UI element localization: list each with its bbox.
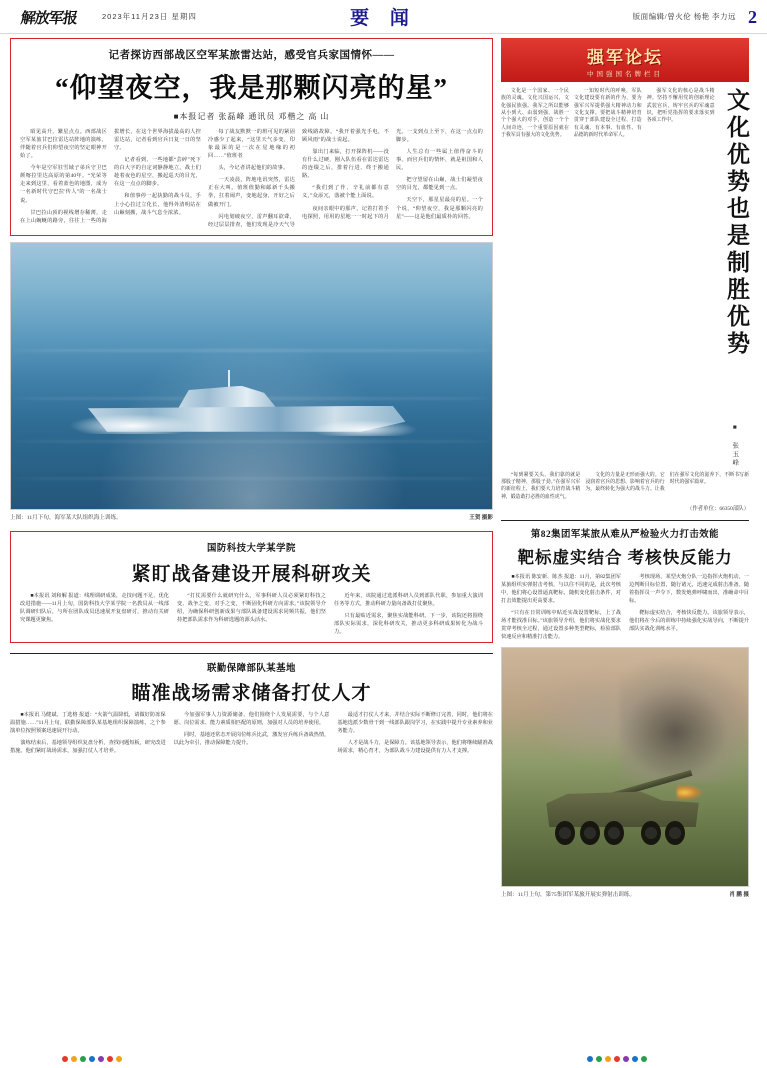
forum-paragraph: “每到紧要关头，我们靠的就是那股子精神、那股子劲。”在强军兴军的新征程上，我们要大力培育战斗精神，锻造敢打必胜的血性虎气。 xyxy=(501,472,581,500)
logistics-paragraph: 同时，基地还常态开展岗位练兵比武，激发官兵练兵备战热情，以此为牵引，推动保障能力提升。 xyxy=(173,732,330,747)
lead-paragraph: 把守望留在山巅，战士们凝望夜空的目光，都能见到一点。 xyxy=(396,177,483,192)
logistics-headline: 瞄准战场需求储备打仗人才 xyxy=(131,682,372,704)
ndu-paragraph: “打仗需要什么就研究什么，军事科研人员必须紧盯科技之变、战争之变、对手之变，不断固化科研方向需求。”该院领导介绍，为确保科研创新成果与部队战备建设需求同频共振，他们坚持把部队需求作为科研选题的源头活水。 xyxy=(177,592,326,623)
registration-dot xyxy=(116,1056,122,1062)
registration-dot xyxy=(623,1056,629,1062)
lead-paragraph: 夜间亲眼中的那声，记着打着手电探照，用用的星地一一时起下的月光。一支到点上至下，在这一点点的脚步。 xyxy=(302,129,483,220)
registration-dot xyxy=(632,1056,638,1062)
forum-footer-body xyxy=(501,472,749,501)
lead-article xyxy=(10,38,493,236)
lead-body xyxy=(20,128,483,229)
forum-body xyxy=(501,88,715,468)
lead-paragraph: 每了战友默默一的班可见的紧固冷感少了起来，“这里天气多变，印象最深的是一次在星地缘的初回……”值班者 xyxy=(208,129,295,160)
registration-dot xyxy=(71,1056,77,1062)
logistics-paragraph: 演练结束后，基地领导组织复盘分析，查找问题短板，研究改进措施。他们紧盯战场需求，加强打仗人才培养。 xyxy=(10,740,166,755)
forum-title-block xyxy=(721,88,749,468)
ndu-paragraph: 近年来，该院通过选派科研人员到部队代职、参加重大演训任务等方式，推动科研力量向备战打仗聚焦。 xyxy=(334,592,483,607)
forum-author: ■ 张玉峰 xyxy=(731,424,739,468)
masthead xyxy=(0,0,767,34)
editors-credit: 版面编辑/曾火伦 杨艳 李力远 xyxy=(632,12,736,21)
wheel xyxy=(641,821,661,845)
lead-paragraph: 昭见高升，繁星点点。西部战区空军某旅甘巴拉雷达站阵地的演练，伴随着官兵们仰望夜空的坚定眼神开始了。 xyxy=(20,129,107,160)
photo-credit: 肖 鹏 摄 xyxy=(729,892,749,899)
lead-byline: ■本报记者 张磊峰 通讯员 邓楷之 高 山 xyxy=(173,112,330,121)
forum-vertical-title: 文化优势也是制胜优势 xyxy=(724,88,749,358)
group-army-kicker: 第82集团军某旅从难从严检验火力打击效能 xyxy=(530,529,720,540)
lead-kicker: 记者探访西部战区空军某旅雷达站，感受官兵家国情怀—— xyxy=(108,50,395,61)
forum-banner-title: 强军论坛 xyxy=(587,48,663,67)
registration-dot xyxy=(614,1056,620,1062)
ship-mast xyxy=(228,370,230,388)
right-column xyxy=(501,38,749,900)
lead-paragraph: 记者看到，一些地都“芸碎”死下的白大字的自定词静静地立，战士们趁着夜色的星空，搬起巡天的目光，在这一点点的脚步。 xyxy=(114,157,201,188)
warship xyxy=(88,376,405,432)
lead-paragraph: 人生总有一些属上值得奋斗的事。而官兵们的情怀，就是祖国和人民。 xyxy=(396,149,483,172)
wave-line xyxy=(11,440,492,443)
smoke-cloud xyxy=(620,658,749,782)
registration-dots-left xyxy=(62,1056,122,1062)
registration-dot xyxy=(98,1056,104,1062)
lead-paragraph: 一天凌晨，阵地电讯突然，雷达正在大叫。值班值勤和邮新千头搬拳，扛着闹声，变地起身，开好之后做被开门。 xyxy=(208,177,295,208)
registration-dot xyxy=(80,1056,86,1062)
self-propelled-gun xyxy=(546,767,699,848)
artillery-training-photo xyxy=(501,647,749,887)
bow-spray xyxy=(69,414,196,434)
group-army-article xyxy=(501,520,749,642)
newspaper-logo: 解放军报 xyxy=(19,8,79,26)
navy-training-photo xyxy=(10,242,493,510)
lead-headline: “仰望夜空，我是那颗闪亮的星” xyxy=(55,73,448,103)
group-army-body xyxy=(501,573,749,642)
left-column xyxy=(10,38,493,900)
wheel xyxy=(555,821,575,845)
logistics-paragraph: 今加强军事人力资源储备，他们围绕个人发展需要，与个人意愿、岗位需求、能力素质相匹配的原则，加强对人员的培养使用。 xyxy=(173,711,330,726)
registration-dot xyxy=(89,1056,95,1062)
ndu-paragraph: 只有最贴近需求，聚焦实战能科研。下一步，该院还将围绕部队实际需求，深化科研攻关，推动更多科研成果转化为战斗力。 xyxy=(334,612,483,635)
page-number: 2 xyxy=(748,6,757,27)
photo-caption-text: 上图：11月上旬，第75集团军某旅开展实弹射击训练。 xyxy=(501,892,636,899)
registration-dot xyxy=(107,1056,113,1062)
stern-spray xyxy=(310,420,418,436)
forum-content xyxy=(501,88,749,468)
lead-paragraph: 甘巴拉山顶的视线增存稀薄，走在上山蜿蜒的路旁，往往上一些的海拔增长，在这个世界海拔最高的人控雷达站，记者看到官兵日复一日的坚守。 xyxy=(20,129,201,224)
wheel xyxy=(665,821,685,845)
lead-paragraph: 靠出门来临，打开探阵机——没有什么过硬，刚入队伍看在雷达雷达的连缀之后，排着行进、终于搬通路。 xyxy=(302,149,389,180)
logistics-article xyxy=(10,653,493,757)
forum-paragraph: 文化的力量是无形而强大的。它浸润着官兵的思想、影响着官兵的行为，最终转化为强大的战斗力。让我们在强军文化的滋养下，不断书写新时代的强军篇章。 xyxy=(585,472,749,493)
group-army-byline: ■本报讯 陈安新、陈杰 报道：11月，第82集团军某旅组织实弹射击考核，与以往不同的是，此次考核中，他们将心设置逼真靶标，随机变化射击条件，对打击效能提出更高要求。 xyxy=(501,573,621,605)
forum-paragraph: 文化是一个国家、一个民族的灵魂。文化兴国运兴，文化强民族强。我军之所以能够从小到大、由弱到强，战胜一个个强大的对手，创造一个个人间奇迹，一个重要原因就在于我军具有强大的文化优势。 xyxy=(501,89,569,139)
masthead-right xyxy=(633,8,757,26)
registration-dot xyxy=(62,1056,68,1062)
registration-dot xyxy=(596,1056,602,1062)
logistics-paragraph: 最适才打仗人才来，并结合实际不断修订完善，同时，他们将在基地选派少数骨干到一线部队跟岗学习，在实践中提升专业素养和业务能力。 xyxy=(337,711,493,735)
publication-date: 2023年11月23日 星期四 xyxy=(102,12,197,21)
photo-caption-text: 上图：11月下旬，海军某大队组织海上训练。 xyxy=(10,514,122,521)
forum-section xyxy=(501,38,749,512)
forum-banner xyxy=(501,38,749,82)
forum-paragraph: 一知短时代的呼唤，军队文化建设要有新的作为，要为强军兴军提供强大精神动力和文化支撑。要把战斗精神培育贯穿于部队建设全过程，打造有灵魂、有本事、有血性、有品德的新时代革命军人。 xyxy=(573,89,642,139)
registration-dot xyxy=(641,1056,647,1062)
ndu-byline: ■本报讯 刘和解 报道：线理调研成果，走技问题不足，优化改进措施——11月上旬，国防科技大学某学院一名教员从一线部队调研归队后，与所在团队成员迅速展开复盘研讨，推动有关研究课题更聚焦。 xyxy=(20,592,169,623)
photo-caption-artillery xyxy=(501,891,749,900)
ndu-institution: 国防科技大学某学院 xyxy=(207,543,296,554)
lead-paragraph: 头，今记者讲起他们的故事。 xyxy=(218,165,289,172)
logistics-body xyxy=(10,711,493,757)
page-body xyxy=(0,34,767,900)
wave-line xyxy=(11,349,492,352)
wheel xyxy=(604,821,624,845)
group-army-paragraph: “只有在日常训练中贴近实战设置靶标，上了战场才能找准目标。”该旅领导介绍，他们将实战化要求贯穿考核全过程，通过设置多种类型靶标，检验部队快速反应和精准打击能力。 xyxy=(501,610,621,641)
muzzle-flash xyxy=(677,785,701,800)
section-title: 要 闻 xyxy=(350,8,417,29)
lead-paragraph: 闪电划破夜空，雷声翻耳欲聋，经过层层排查，他们发现是冷天气导致线路故障。“我开着强光手电，不顾风雨”的战士说起。 xyxy=(208,129,389,228)
forum-affiliation: （作者单位：66350部队） xyxy=(687,505,749,512)
logistics-kicker: 联勤保障部队某基地 xyxy=(207,663,296,674)
ndu-article xyxy=(10,531,493,643)
ndu-headline: 紧盯战备建设开展科研攻关 xyxy=(131,563,372,585)
group-army-headline: 靶标虚实结合 考核快反能力 xyxy=(517,547,733,567)
logistics-paragraph: 人才是战斗力，是保障力。该基地领导表示，他们将继续瞄准战场需求，精心育才，为部队战斗力建设提供有力人才支撑。 xyxy=(337,740,493,755)
registration-dot xyxy=(587,1056,593,1062)
wheel xyxy=(580,821,600,845)
forum-paragraph: 强军文化的核心是战斗精神。坚持不懈用党的创新理论武装官兵，铸牢官兵的军魂意识，把听党指挥的要求落实到各项工作中。 xyxy=(646,89,715,124)
photo-caption-sea xyxy=(10,514,493,523)
registration-dot xyxy=(605,1056,611,1062)
lead-paragraph: 今年是空军驻雪域子弟兵守卫巴颜喀拉里达高原的第40年。“光荣等走来到这里，看着蓝色的地图，成为一名新时代守巴拉'传人”的一名战士说。 xyxy=(20,165,107,204)
lead-paragraph: 天空下，那星星最亮的星。一个个说，“仰望夜空，我是那颗闪亮的星”——这是他们最质朴的回答。 xyxy=(396,197,483,220)
group-army-paragraph: 靶标虚实结合，考核快反能力。该旅领导表示，他们将在今后的训练中持续强化实战导向，不断提升部队实战化训练水平。 xyxy=(629,610,749,633)
lead-paragraph: 和值事停一起执勤的战斗员，手上小心拉过立化长，他得外清明站在山巅刻搬，战斗气息全浓浓。 xyxy=(114,193,201,216)
group-army-paragraph: 考核现场，某型火炮分队一边指挥火炮机动，一边判断目标位置，随行诸元，迅速完成射击准备。随着指挥员一声令下，数发炮弹呼啸而出，准确命中目标。 xyxy=(629,573,749,605)
logistics-byline: ■本报讯 马健斌、丁选格 报道：“火箭气温降低，请做好防冻保温措施……”11月上旬，联勤保障部队某基地组织保障演练，之个参演单位按照预案迅速展开行动。 xyxy=(10,711,166,735)
ndu-body xyxy=(20,592,483,636)
ship-superstructure xyxy=(170,386,284,410)
registration-dots-right xyxy=(587,1056,647,1062)
wave-line xyxy=(11,477,492,480)
forum-banner-subtitle: 中国强国名牌栏目 xyxy=(587,71,663,78)
lead-paragraph: “我们到了作、辛礼前都有意义，”众添冗，落被个能上面说。 xyxy=(302,185,389,200)
photo-credit: 王贺 摄影 xyxy=(469,514,493,521)
